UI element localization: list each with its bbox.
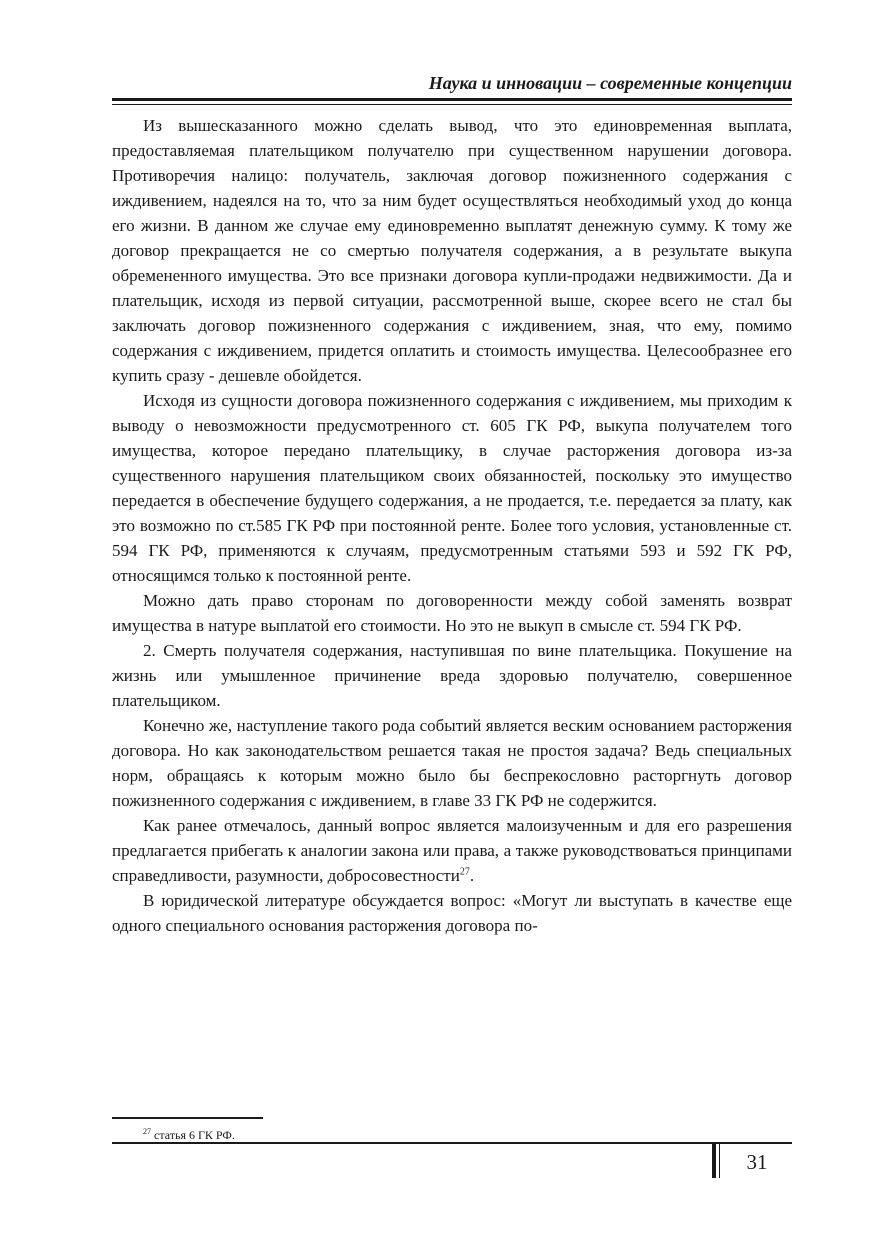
page-number: 31: [746, 1150, 768, 1174]
paragraph-3: Можно дать право сторонам по договоренности между собой заменять возврат имущества в натуре выплатой его стоимости. Но это не выкуп в смысле ст. 594 ГК РФ.: [112, 591, 792, 635]
footnote-text: статья 6 ГК РФ.: [154, 1128, 235, 1142]
footnote-number: 27: [143, 1127, 151, 1136]
paragraph-6: Как ранее отмечалось, данный вопрос является малоизученным и для его разрешения предлагается прибегать к аналогии закона или права, а также руководствоваться принципами справедливости, разумности, добросовестности$^{27}$.: [112, 816, 792, 885]
paragraph-6-text: Как ранее отмечалось, данный вопрос является малоизученным и для его разрешения предлагается прибегать к аналогии закона или права, а также руководствоваться принципами справедливости, разумности, добросовестности: [112, 816, 792, 885]
footnote-reference[interactable]: 27: [459, 866, 470, 878]
paragraph-7: В юридической литературе обсуждается вопрос: «Могут ли выступать в качестве еще одного специального основания расторжения договора по-: [112, 891, 792, 935]
footer-bar-thin: [719, 1142, 720, 1178]
header-rule-thin: [112, 104, 792, 105]
paragraph-5: Конечно же, наступление такого рода событий является веским основанием расторжения договора. Но как законодательством решается такая не простоя задача? Ведь специальных норм, обращаясь к которым можно было бы беспрекословно расторгнуть договор пожизненного содержания с иждивением, в главе 33 ГК РФ не содержится.: [112, 716, 792, 810]
footer-rule: [112, 1142, 792, 1144]
paragraph-1: Из вышесказанного можно сделать вывод, что это единовременная выплата, предоставляемая плательщиком получателю при существенном нарушении договора. Противоречия налицо: получатель, заключая договор пожизненного содержания с иждивением, надеялся на то, что за ним будет осуществляться необходимый уход до конца его жизни. В данном же случае ему единовременно выплатят денежную сумму. К тому же договор прекращается не со смертью получателя содержания, а в результате выкупа обремененного имущества. Это все признаки договора купли-продажи недвижимости. Да и плательщик, исходя из первой ситуации, рассмотренной выше, скорее всего не стал бы заключать договор пожизненного содержания с иждивением, зная, что ему, помимо содержания с иждивением, придется оплатить и стоимость имущества. Целесообразнее его купить сразу - дешевле обойдется.: [112, 116, 792, 385]
body-text: [112, 113, 792, 938]
paragraph-4: 2. Смерть получателя содержания, наступившая по вине плательщика. Покушение на жизнь или умышленное причинение вреда здоровью получателю, совершенное плательщиком.: [112, 641, 792, 710]
footnote-separator: [112, 1117, 263, 1119]
footnote: [143, 1124, 235, 1143]
footer-bar-thick: [712, 1142, 716, 1178]
header-rule-thick: [112, 98, 792, 101]
running-header-title: Наука и инновации – современные концепции: [428, 73, 792, 93]
paragraph-2: Исходя из сущности договора пожизненного содержания с иждивением, мы приходим к выводу о невозможности предусмотренного ст. 605 ГК РФ, выкупа получателем того имущества, которое передано плательщику, в случае расторжения договора из-за существенного нарушения плательщиком своих обязанностей, поскольку это имущество передается в обеспечение будущего содержания, а не продается, т.е. передается за плату, как это возможно по ст.585 ГК РФ при постоянной ренте. Более того условия, установленные ст. 594 ГК РФ, применяются к случаям, предусмотренным статьями 593 и 592 ГК РФ, относящимся только к постоянной ренте.: [112, 391, 792, 585]
